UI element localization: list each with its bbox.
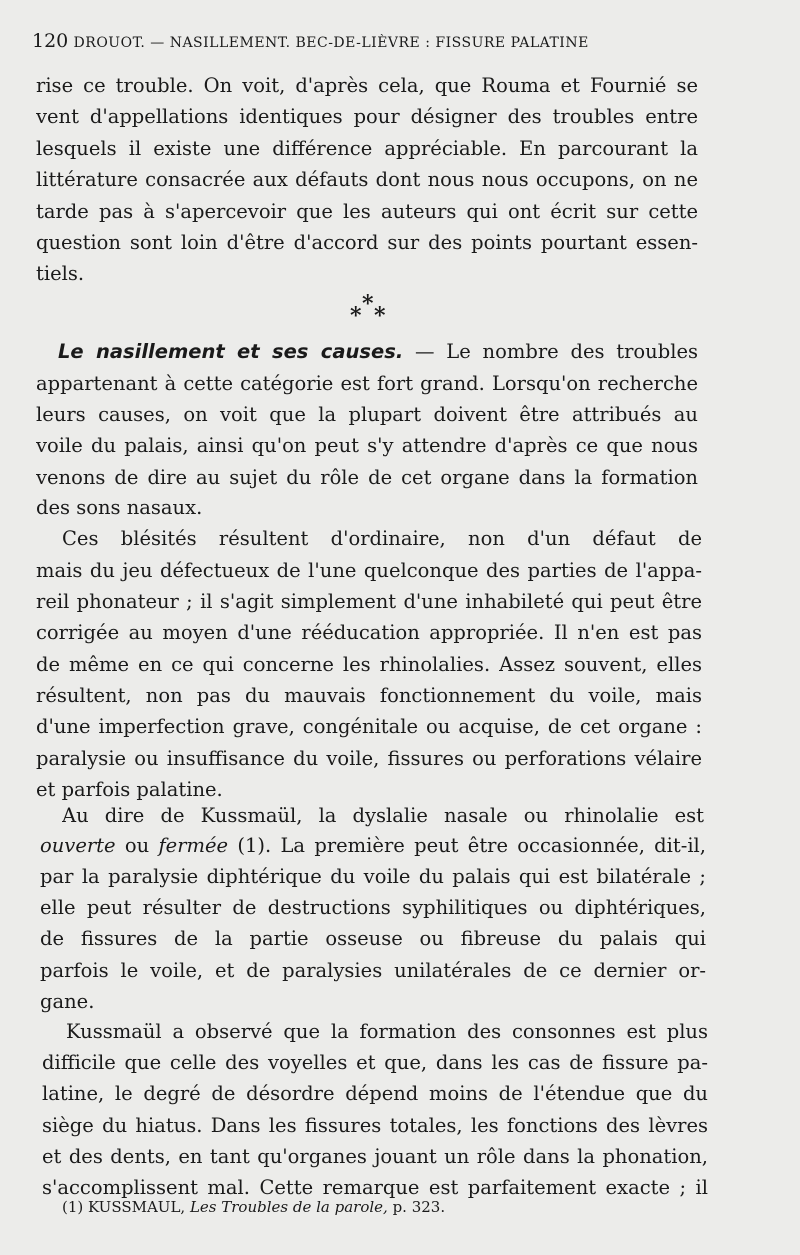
- text-line: [40, 830, 706, 862]
- footnote: [62, 1198, 445, 1216]
- text-line: résultent, non pas du mauvais fonctionnement du voile, mais: [36, 684, 702, 707]
- text-line: appartenant à cette catégorie est fort grand. Lorsqu'on recherche: [36, 372, 698, 395]
- text-line: tiels.: [36, 262, 85, 285]
- text-span: ou: [115, 834, 159, 857]
- text-line: mais du jeu défectueux de l'une quelconque des parties de l'appa-: [36, 559, 702, 582]
- text-line: corrigée au moyen d'une rééducation appropriée. Il n'en est pas: [36, 621, 702, 644]
- text-line: des sons nasaux.: [36, 496, 203, 519]
- text-line: paralysie ou insuffisance du voile, fissures ou perforations vélaire: [36, 747, 702, 770]
- text-line: difficile que celle des voyelles et que, dans les cas de fissure pa-: [42, 1051, 708, 1074]
- text-line: de même en ce qui concerne les rhinolalies. Assez souvent, elles: [36, 653, 702, 676]
- page-number: 120: [32, 30, 69, 52]
- text-line: vent d'appellations identiques pour désigner des troubles entre: [36, 105, 698, 128]
- text-span: (1). La première peut être occasionnée, dit-il,: [228, 834, 706, 857]
- text-line: elle peut résulter de destructions syphilitiques ou diphtériques,: [40, 896, 706, 919]
- text-line: tarde pas à s'apercevoir que les auteurs qui ont écrit sur cette: [36, 200, 698, 223]
- italic-term: fermée: [158, 834, 229, 857]
- heading-line-rest: — Le nombre des troubles: [415, 340, 698, 363]
- text-line: parfois le voile, et de paralysies unilatérales de ce dernier or-: [40, 959, 706, 982]
- footnote-title: Les Troubles de la parole,: [185, 1198, 388, 1216]
- text-line: latine, le degré de désordre dépend moins de l'étendue que du: [42, 1082, 708, 1105]
- text-line: siège du hiatus. Dans les fissures totales, les fonctions des lèvres: [42, 1114, 708, 1137]
- text-line: voile du palais, ainsi qu'on peut s'y attendre d'après ce que nous: [36, 434, 698, 457]
- footnote-author: KUSSMAUL,: [88, 1198, 186, 1216]
- text-line: question sont loin d'être d'accord sur des points pourtant essen-: [36, 231, 698, 254]
- text-line: leurs causes, on voit que la plupart doivent être attribués au: [36, 403, 698, 426]
- text-line: rise ce trouble. On voit, d'après cela, que Rouma et Fournié se: [36, 74, 698, 97]
- text-line: reil phonateur ; il s'agit simplement d'une inhabileté qui peut être: [36, 590, 702, 613]
- footnote-page: p. 323.: [387, 1198, 446, 1216]
- text-line: Au dire de Kussmaül, la dyslalie nasale ou rhinolalie est: [62, 804, 704, 827]
- footnote-marker: (1): [62, 1198, 89, 1216]
- section-heading: Le nasillement et ses causes.: [58, 340, 404, 363]
- text-line: venons de dire au sujet du rôle de cet organe dans la formation: [36, 466, 698, 489]
- text-line: Ces blésités résultent d'ordinaire, non d'un défaut de: [62, 527, 702, 550]
- ornament-asterism: * * *: [350, 291, 386, 329]
- text-line: et parfois palatine.: [36, 778, 223, 801]
- text-line: [58, 336, 698, 368]
- italic-term: ouverte: [40, 834, 116, 857]
- text-line: d'une imperfection grave, congénitale ou acquise, de cet organe :: [36, 715, 702, 738]
- text-line: et des dents, en tant qu'organes jouant un rôle dans la phonation,: [42, 1145, 708, 1168]
- text-line: par la paralysie diphtérique du voile du palais qui est bilatérale ;: [40, 865, 706, 888]
- text-line: s'accomplissent mal. Cette remarque est parfaitement exacte ; il: [42, 1176, 708, 1199]
- text-line: gane.: [40, 990, 95, 1013]
- running-title: DROUOT. — NASILLEMENT. BEC-DE-LIÈVRE : FISSURE PALATINE: [73, 35, 589, 51]
- text-line: de fissures de la partie osseuse ou fibreuse du palais qui: [40, 927, 706, 950]
- text-line: Kussmaül a observé que la formation des consonnes est plus: [66, 1020, 708, 1043]
- text-line: littérature consacrée aux défauts dont nous nous occupons, on ne: [36, 168, 698, 191]
- running-header: [32, 30, 692, 52]
- text-line: lesquels il existe une différence appréciable. En parcourant la: [36, 137, 698, 160]
